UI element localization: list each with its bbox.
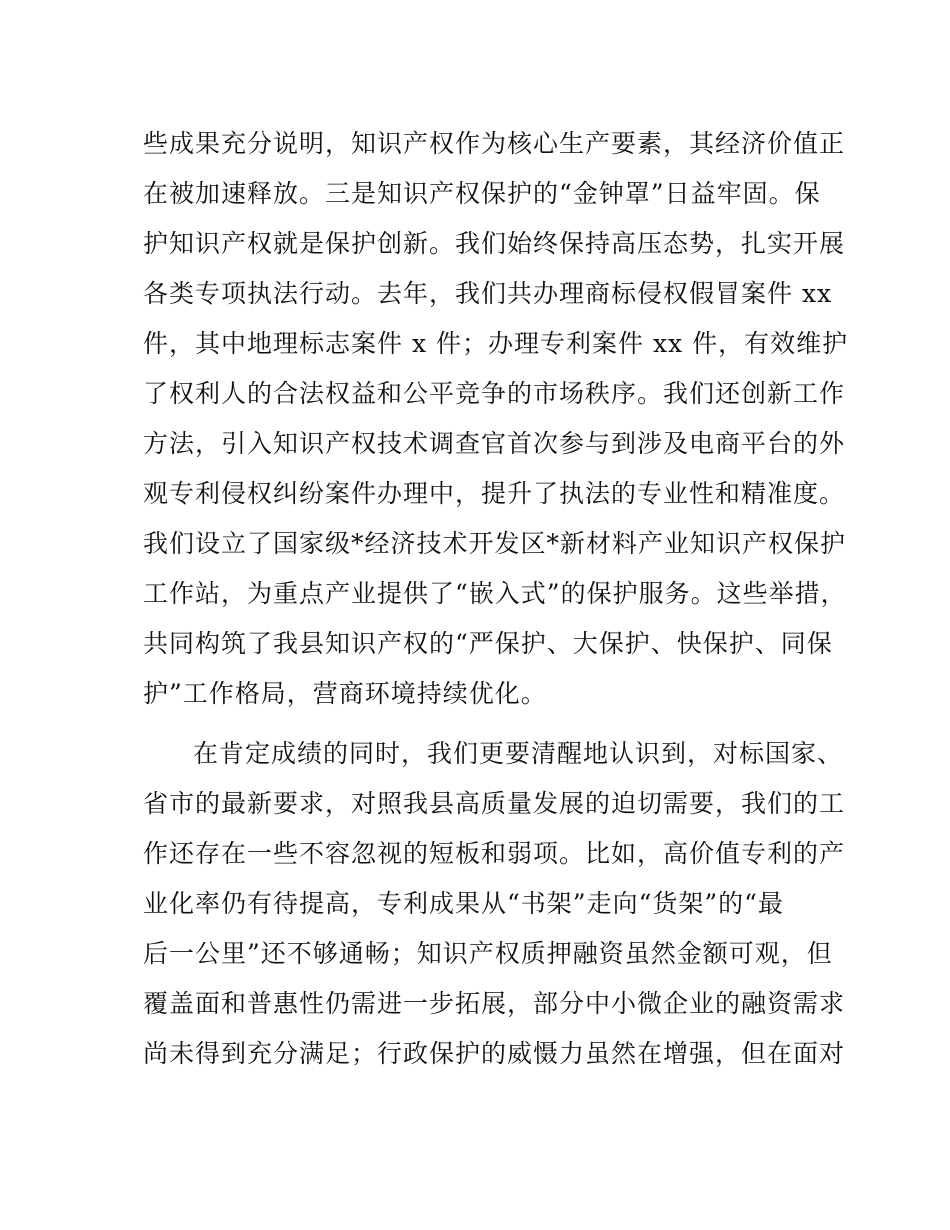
text-line: 护”工作格局，营商环境持续优化。 (143, 679, 547, 708)
text-line: 方法，引入知识产权技术调查官首次参与到涉及电商平台的外 (143, 429, 846, 458)
text-line: 件，其中地理标志案件 x 件；办理专利案件 xx 件，有效维护 (143, 329, 849, 358)
text-line: 了权利人的合法权益和公平竞争的市场秩序。我们还创新工作 (143, 379, 846, 408)
text-line: 覆盖面和普惠性仍需进一步拓展，部分中小微企业的融资需求 (143, 989, 846, 1018)
text-line: 工作站，为重点产业提供了“嵌入式”的保护服务。这些举措， (143, 579, 847, 608)
text-line: 业化率仍有待提高，专利成果从“书架”走向“货架”的“最 (143, 889, 784, 918)
text-line: 后一公里”还不够通畅；知识产权质押融资虽然金额可观，但 (143, 939, 833, 968)
paragraph-shortcomings (143, 729, 846, 1079)
text-line: 尚未得到充分满足；行政保护的威慑力虽然在增强，但在面对 (143, 1039, 846, 1068)
text-line: 省市的最新要求，对照我县高质量发展的迫切需要，我们的工 (143, 789, 846, 818)
text-line: 各类专项执法行动。去年，我们共办理商标侵权假冒案件 xx (143, 279, 833, 308)
text-line: 在肯定成绩的同时，我们更要清醒地认识到，对标国家、 (193, 739, 844, 768)
text-line: 作还存在一些不容忽视的短板和弱项。比如，高价值专利的产 (143, 839, 846, 868)
text-line: 我们设立了国家级*经济技术开发区*新材料产业知识产权保护 (143, 529, 847, 558)
text-line: 护知识产权就是保护创新。我们始终保持高压态势，扎实开展 (143, 229, 846, 258)
paragraph-ip-achievements (143, 119, 849, 719)
text-line: 观专利侵权纠纷案件办理中，提升了执法的专业性和精准度。 (143, 479, 846, 508)
text-line: 些成果充分说明，知识产权作为核心生产要素，其经济价值正 (143, 129, 846, 158)
text-line: 共同构筑了我县知识产权的“严保护、大保护、快保护、同保 (143, 629, 833, 658)
text-line: 在被加速释放。三是知识产权保护的“金钟罩”日益牢固。保 (143, 179, 821, 208)
